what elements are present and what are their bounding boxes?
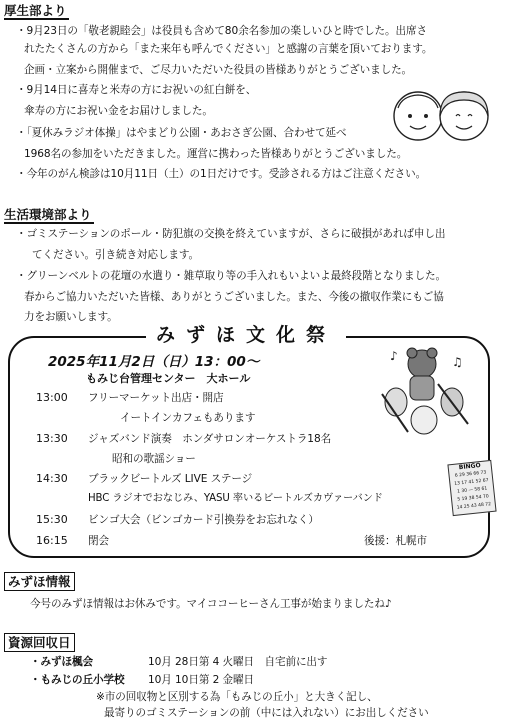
info-text: 今号のみずほ情報はお休みです。マイココーヒーさん工事が始まりましたね♪ xyxy=(30,598,392,610)
welfare-line: ・今年のがん検診は10月11日（土）の1日だけです。受診される方はご注意ください。 xyxy=(16,168,427,180)
festival-sponsor: 後援：札幌市 xyxy=(364,535,427,547)
bingo-card-row: 1 30 — 58 61 xyxy=(456,486,488,495)
bingo-card-header: BINGO xyxy=(458,461,481,472)
svg-text:♪: ♪ xyxy=(390,349,398,363)
schedule-time: 14:30 xyxy=(36,472,68,485)
environment-line: ・ゴミステーションのポール・防犯旗の交換を終えていますが、さらに破損があれば申し出 xyxy=(16,228,446,240)
recycling-name: ・みずほ楓会 xyxy=(30,656,93,668)
welfare-line: ・9月23日の「敬老親睦会」は役員も含めて80余名参加の楽しいひと時でした。出席さ xyxy=(16,25,427,37)
environment-heading: 生活環境部より xyxy=(4,207,92,222)
welfare-line: れたたくさんの方から「また来年も呼んでください」と感謝の言葉を頂いております。 xyxy=(24,43,433,55)
schedule-sub: イートインカフェもあります xyxy=(120,412,256,424)
info-heading: みずほ情報 xyxy=(4,572,75,591)
schedule-item: ジャズバンド演奏 ホンダサロンオーケストラ18名 xyxy=(88,433,332,445)
environment-line: 春からご協力いただいた皆様、ありがとうございました。また、今後の撤収作業にもご協 xyxy=(24,291,444,303)
bingo-card-row: 13 17 41 52 67 xyxy=(454,478,489,487)
environment-line: 力をお願いします。 xyxy=(24,311,118,323)
welfare-line: 企画・立案から開催まで、ご尽力いただいた役員の皆様ありがとうございました。 xyxy=(24,64,413,76)
environment-line: てください。引き続き対応します。 xyxy=(32,249,200,261)
schedule-item: ビンゴ大会（ビンゴカード引換券をお忘れなく） xyxy=(88,514,319,526)
recycling-name: ・もみじの丘小学校 xyxy=(30,674,125,686)
elderly-couple-illustration xyxy=(388,86,494,144)
recycling-note: 最寄りのゴミステーションの前（中には入れない）にお出しください xyxy=(104,707,429,719)
schedule-item: フリーマーケット出店・開店 xyxy=(88,392,224,404)
welfare-heading: 厚生部より xyxy=(4,3,67,18)
recycling-detail: 10月 10日第 2 金曜日 xyxy=(148,674,254,686)
bingo-card-illustration xyxy=(447,460,496,516)
schedule-time: 16:15 xyxy=(36,534,68,547)
schedule-time: 15:30 xyxy=(36,513,68,526)
recycling-note: ※市の回収物と区別する為「もみじの丘小」と大きく記し、 xyxy=(96,691,378,703)
welfare-line: ・9月14日に喜寿と米寿の方にお祝いの紅白餅を、 xyxy=(16,84,257,96)
festival-date: 2025年11月2日（日）13：00～ xyxy=(48,354,260,370)
schedule-time: 13:30 xyxy=(36,432,68,445)
schedule-time: 13:00 xyxy=(36,391,68,404)
festival-title: みずほ文化祭 xyxy=(146,320,346,347)
bingo-card-row: 5 19 38 54 70 xyxy=(457,494,490,503)
schedule-item: ブラックビートルズ LIVE ステージ xyxy=(88,473,253,485)
welfare-line: ・「夏休みラジオ体操」はやまどり公園・あおさぎ公園、合わせて延べ xyxy=(16,127,347,139)
festival-venue: もみじ台管理センター 大ホール xyxy=(86,372,251,385)
welfare-line: 傘寿の方にお祝い金をお届けしました。 xyxy=(24,105,213,117)
svg-text:♫: ♫ xyxy=(452,355,463,369)
recycling-detail: 10月 28日第 4 火曜日 自宅前に出す xyxy=(148,656,328,668)
schedule-sub: 昭和の歌謡ショー xyxy=(112,453,196,465)
schedule-sub: HBC ラジオでおなじみ、YASU 率いるビートルズカヴァーバンド xyxy=(88,493,383,504)
animal-band-illustration xyxy=(372,344,478,438)
environment-line: ・グリーンベルトの花壇の水遣り・雑草取り等の手入れもいよいよ最終段階となりました。 xyxy=(16,270,447,282)
bingo-card-row: 6 29 36 66 73 xyxy=(454,470,487,479)
welfare-line: 1968名の参加をいただきました。運営に携わった皆様ありがとうございました。 xyxy=(24,148,408,160)
recycling-heading: 資源回収日 xyxy=(4,633,75,652)
schedule-item: 閉会 xyxy=(88,535,109,547)
bingo-card-row: 14 25 43 48 72 xyxy=(456,502,492,511)
